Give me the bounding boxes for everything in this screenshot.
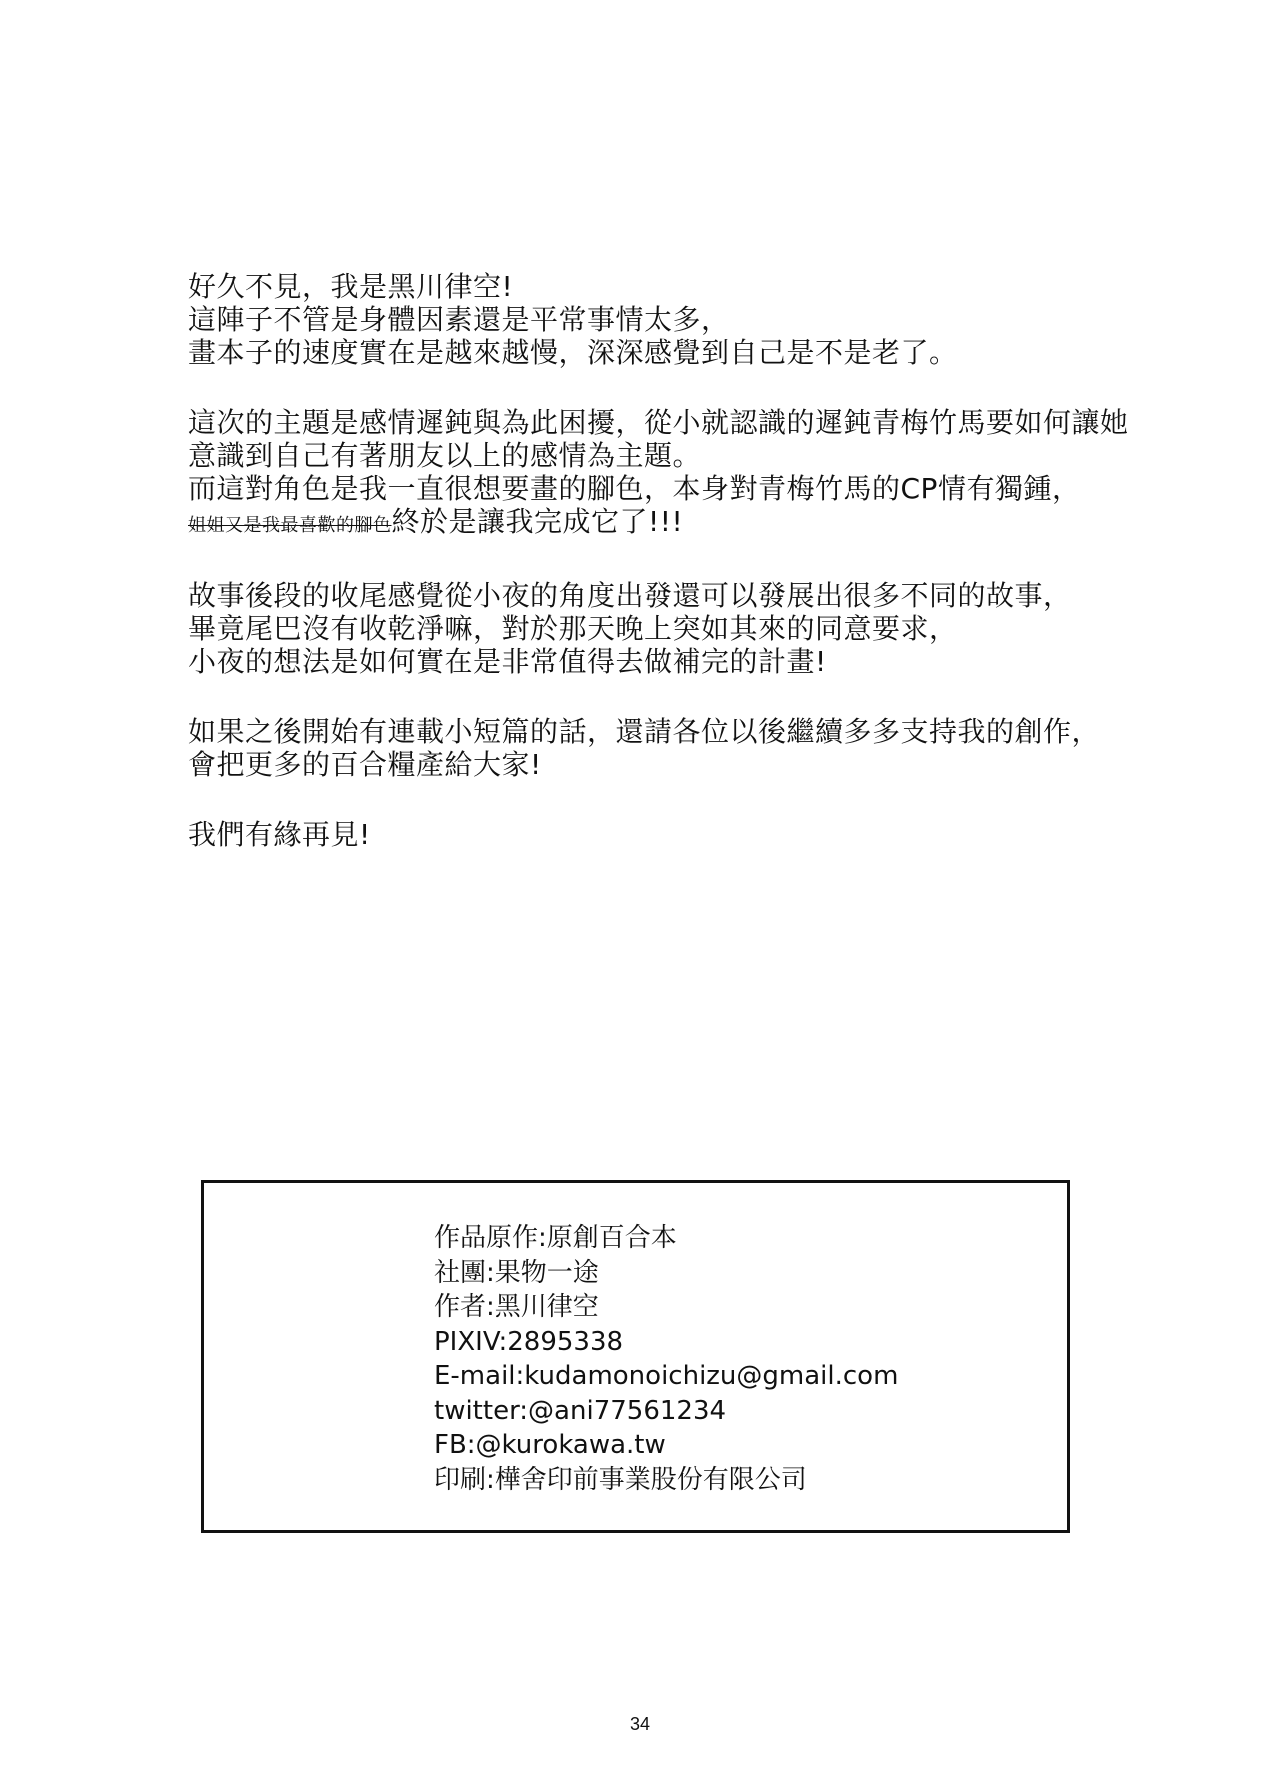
text-line — [188, 505, 1188, 542]
text-line: 我們有緣再見! — [188, 818, 371, 851]
text-line: 這陣子不管是身體因素還是平常事情太多， — [188, 303, 730, 336]
credit-author: 作者:黑川律空 — [434, 1292, 599, 1322]
credits-list — [434, 1221, 1034, 1497]
text-line: 故事後段的收尾感覺從小夜的角度出發還可以發展出很多不同的故事， — [188, 579, 1072, 612]
page-number: 34 — [629, 1714, 651, 1734]
text-line: 畢竟尾巴沒有收乾淨嘛，對於那天晚上突如其來的同意要求， — [188, 612, 958, 645]
text-line: 這次的主題是感情遲鈍與為此困擾，從小就認識的遲鈍青梅竹馬要如何讓她 — [188, 406, 1129, 439]
afterword-paragraph-2 — [188, 406, 1188, 542]
text-line: 好久不見，我是黑川律空! — [188, 270, 514, 303]
credit-printer: 印刷:樺舍印前事業股份有限公司 — [434, 1464, 807, 1495]
afterword-paragraph-3 — [188, 579, 1188, 678]
afterword-paragraph-4 — [188, 715, 1188, 781]
text-line: 意識到自己有著朋友以上的感情為主題。 — [188, 439, 702, 472]
text-fragment: 終於是讓我完成它了!!! — [391, 505, 684, 538]
credit-original-work: 作品原作:原創百合本 — [434, 1223, 677, 1253]
afterword-paragraph-5 — [188, 818, 1188, 851]
text-line: 而這對角色是我一直很想要畫的腳色，本身對青梅竹馬的CP情有獨鍾， — [188, 472, 1081, 505]
afterword-paragraph-1 — [188, 270, 1188, 369]
struck-text: 姐姐又是我最喜歡的腳色 — [188, 515, 392, 536]
credit-twitter: twitter:@ani77561234 — [434, 1395, 727, 1426]
text-line: 如果之後開始有連載小短篇的話，還請各位以後繼續多多支持我的創作， — [188, 715, 1101, 748]
credits-box — [201, 1180, 1070, 1533]
credit-circle: 社團:果物一途 — [434, 1257, 599, 1288]
credit-pixiv: PIXIV:2895338 — [434, 1326, 624, 1357]
credit-email: E-mail:kudamonoichizu@gmail.com — [434, 1361, 899, 1391]
text-line: 畫本子的速度實在是越來越慢，深深感覺到自己是不是老了。 — [188, 336, 958, 369]
text-line: 會把更多的百合糧產給大家! — [188, 748, 542, 781]
text-line: 小夜的想法是如何實在是非常值得去做補完的計畫! — [188, 645, 827, 678]
afterword-text — [188, 270, 1188, 888]
credit-facebook: FB:@kurokawa.tw — [434, 1430, 666, 1460]
